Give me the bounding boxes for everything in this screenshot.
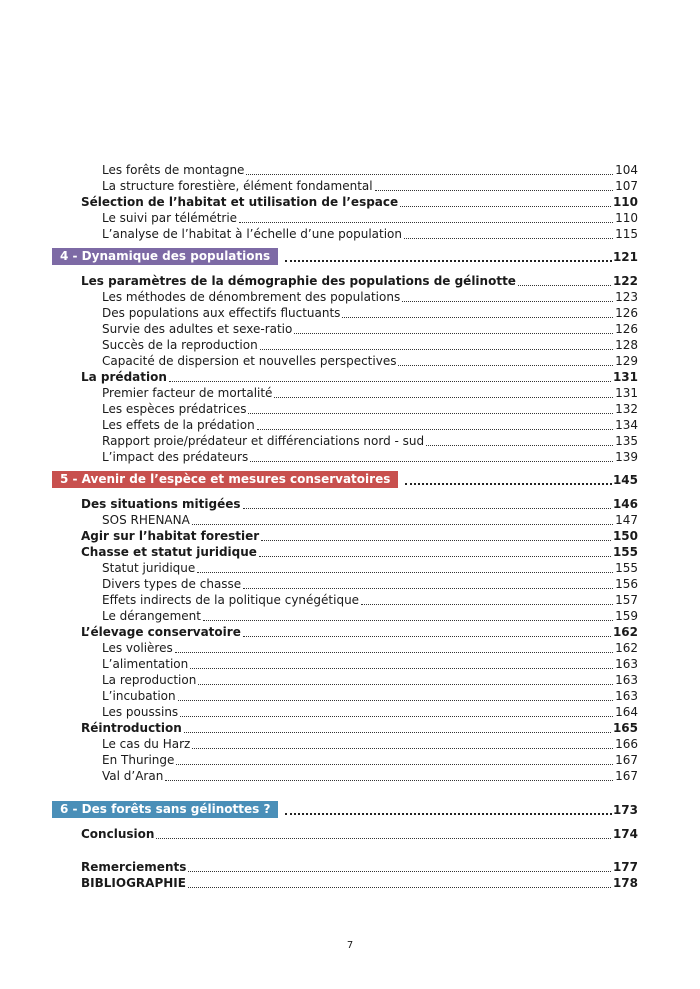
toc-section-continued <box>52 162 638 242</box>
toc-subsection-entry[interactable] <box>52 688 638 704</box>
entry-page-number: 167 <box>615 769 638 783</box>
toc-subsection-entry[interactable] <box>52 162 638 178</box>
leader-dots <box>375 190 613 191</box>
chapter-5-heading[interactable] <box>52 472 638 488</box>
toc-back-matter <box>52 859 638 891</box>
leader-dots <box>243 508 611 509</box>
leader-dots <box>188 871 611 872</box>
leader-dots <box>361 604 613 605</box>
entry-page-number: 165 <box>612 721 638 735</box>
entry-label: Premier facteur de mortalité <box>102 386 273 400</box>
entry-label: Conclusion <box>81 827 155 841</box>
entry-page-number: 134 <box>615 418 638 432</box>
toc-subsection-entry[interactable] <box>52 321 638 337</box>
table-of-contents <box>52 162 638 891</box>
entry-label: Des situations mitigées <box>81 497 241 511</box>
entry-label: Survie des adultes et sexe-ratio <box>102 322 293 336</box>
toc-subsection-entry[interactable] <box>52 576 638 592</box>
entry-label: L’analyse de l’habitat à l’échelle d’une population <box>102 227 402 241</box>
toc-subsection-entry[interactable] <box>52 672 638 688</box>
chapter-6-entries <box>52 826 638 842</box>
entry-page-number: 164 <box>615 705 638 719</box>
toc-subsection-entry[interactable] <box>52 337 638 353</box>
entry-page-number: 110 <box>612 195 638 209</box>
entry-page-number: 129 <box>615 354 638 368</box>
leader-dots <box>400 206 611 207</box>
leader-dots <box>176 764 613 765</box>
entry-page-number: 150 <box>612 529 638 543</box>
toc-subsection-entry[interactable] <box>52 353 638 369</box>
entry-page-number: 135 <box>615 434 638 448</box>
leader-dots <box>175 652 613 653</box>
chapter-4-entries <box>52 273 638 465</box>
entry-page-number: 156 <box>615 577 638 591</box>
entry-label: Effets indirects de la politique cynégétique <box>102 593 360 607</box>
leader-dots <box>285 813 612 815</box>
entry-page-number: 177 <box>612 860 638 874</box>
toc-subsection-entry[interactable] <box>52 178 638 194</box>
entry-page-number: 110 <box>615 211 638 225</box>
toc-section-entry[interactable] <box>52 369 638 385</box>
toc-subsection-entry[interactable] <box>52 560 638 576</box>
entry-page-number: 163 <box>615 657 638 671</box>
toc-subsection-entry[interactable] <box>52 433 638 449</box>
toc-section-entry[interactable] <box>52 273 638 289</box>
entry-page-number: 115 <box>615 227 638 241</box>
toc-subsection-entry[interactable] <box>52 449 638 465</box>
leader-dots <box>184 732 611 733</box>
entry-label: Le cas du Harz <box>102 737 191 751</box>
entry-label: L’élevage conservatoire <box>81 625 241 639</box>
entry-page-number: 126 <box>615 306 638 320</box>
leader-dots <box>243 588 613 589</box>
leader-dots <box>342 317 613 318</box>
chapter-5-title: 5 - Avenir de l’espèce et mesures conservatoires <box>52 471 398 488</box>
entry-label: Capacité de dispersion et nouvelles perspectives <box>102 354 397 368</box>
toc-subsection-entry[interactable] <box>52 608 638 624</box>
toc-section-entry[interactable] <box>52 624 638 640</box>
entry-page-number: 126 <box>615 322 638 336</box>
entry-label: La structure forestière, élément fondamental <box>102 179 373 193</box>
leader-dots <box>246 174 613 175</box>
leader-dots <box>197 572 613 573</box>
toc-subsection-entry[interactable] <box>52 736 638 752</box>
chapter-4-heading[interactable] <box>52 249 638 265</box>
leader-dots <box>518 285 611 286</box>
entry-label: Les espèces prédatrices <box>102 402 247 416</box>
leader-dots <box>169 381 611 382</box>
entry-label: Chasse et statut juridique <box>81 545 257 559</box>
entry-label: En Thuringe <box>102 753 175 767</box>
leader-dots <box>243 636 611 637</box>
leader-dots <box>274 397 613 398</box>
chapter-6-title: 6 - Des forêts sans gélinottes ? <box>52 801 278 818</box>
toc-section-entry[interactable] <box>52 875 638 891</box>
entry-page-number: 132 <box>615 402 638 416</box>
chapter-5-entries <box>52 496 638 784</box>
entry-page-number: 128 <box>615 338 638 352</box>
entry-label: SOS RHENANA <box>102 513 190 527</box>
leader-dots <box>180 716 613 717</box>
leader-dots <box>239 222 613 223</box>
entry-page-number: 139 <box>615 450 638 464</box>
entry-page-number: 123 <box>615 290 638 304</box>
page-number: 7 <box>346 940 354 951</box>
entry-page-number: 122 <box>612 274 638 288</box>
entry-label: Agir sur l’habitat forestier <box>81 529 260 543</box>
leader-dots <box>260 349 613 350</box>
leader-dots <box>261 540 611 541</box>
entry-label: Les méthodes de dénombrement des populations <box>102 290 401 304</box>
toc-subsection-entry[interactable] <box>52 289 638 305</box>
entry-label: La prédation <box>81 370 167 384</box>
toc-subsection-entry[interactable] <box>52 385 638 401</box>
chapter-4-page: 121 <box>612 250 638 264</box>
toc-subsection-entry[interactable] <box>52 417 638 433</box>
leader-dots <box>426 445 613 446</box>
toc-subsection-entry[interactable] <box>52 401 638 417</box>
entry-page-number: 167 <box>615 753 638 767</box>
leader-dots <box>203 620 613 621</box>
entry-label: Réintroduction <box>81 721 182 735</box>
leader-dots <box>190 668 613 669</box>
toc-section-entry[interactable] <box>52 859 638 875</box>
entry-label: Succès de la reproduction <box>102 338 258 352</box>
chapter-6-heading[interactable] <box>52 802 638 818</box>
entry-page-number: 107 <box>615 179 638 193</box>
entry-page-number: 159 <box>615 609 638 623</box>
entry-page-number: 166 <box>615 737 638 751</box>
toc-subsection-entry[interactable] <box>52 704 638 720</box>
entry-page-number: 162 <box>615 641 638 655</box>
entry-label: Le dérangement <box>102 609 201 623</box>
toc-section-entry[interactable] <box>52 720 638 736</box>
toc-subsection-entry[interactable] <box>52 640 638 656</box>
toc-subsection-entry[interactable] <box>52 592 638 608</box>
leader-dots <box>188 887 611 888</box>
toc-subsection-entry[interactable] <box>52 656 638 672</box>
leader-dots <box>248 413 613 414</box>
entry-page-number: 146 <box>612 497 638 511</box>
entry-label: Les effets de la prédation <box>102 418 255 432</box>
entry-page-number: 163 <box>615 673 638 687</box>
entry-page-number: 147 <box>615 513 638 527</box>
entry-page-number: 162 <box>612 625 638 639</box>
entry-label: Des populations aux effectifs fluctuants <box>102 306 341 320</box>
leader-dots <box>294 333 613 334</box>
leader-dots <box>192 524 613 525</box>
chapter-4-title: 4 - Dynamique des populations <box>52 248 278 265</box>
entry-label: Les paramètres de la démographie des populations de gélinotte <box>81 274 516 288</box>
entry-label: Les volières <box>102 641 173 655</box>
entry-page-number: 178 <box>612 876 638 890</box>
entry-page-number: 163 <box>615 689 638 703</box>
toc-section-entry[interactable] <box>52 194 638 210</box>
entry-label: Les forêts de montagne <box>102 163 245 177</box>
chapter-5-page: 145 <box>612 473 638 487</box>
toc-subsection-entry[interactable] <box>52 512 638 528</box>
entry-label: La reproduction <box>102 673 197 687</box>
entry-label: L’incubation <box>102 689 176 703</box>
leader-dots <box>405 483 612 485</box>
entry-page-number: 157 <box>615 593 638 607</box>
leader-dots <box>402 301 613 302</box>
entry-label: Le suivi par télémétrie <box>102 211 238 225</box>
entry-label: Divers types de chasse <box>102 577 242 591</box>
toc-section-entry[interactable] <box>52 826 638 842</box>
leader-dots <box>178 700 613 701</box>
toc-subsection-entry[interactable] <box>52 210 638 226</box>
entry-page-number: 131 <box>615 386 638 400</box>
toc-section-entry[interactable] <box>52 496 638 512</box>
toc-subsection-entry[interactable] <box>52 768 638 784</box>
leader-dots <box>165 780 613 781</box>
leader-dots <box>259 556 611 557</box>
entry-label: Remerciements <box>81 860 187 874</box>
entry-page-number: 155 <box>615 561 638 575</box>
entry-label: Rapport proie/prédateur et différenciations nord - sud <box>102 434 425 448</box>
leader-dots <box>404 238 613 239</box>
entry-label: Sélection de l’habitat et utilisation de l’espace <box>81 195 399 209</box>
entry-label: L’impact des prédateurs <box>102 450 249 464</box>
toc-subsection-entry[interactable] <box>52 752 638 768</box>
entry-label: BIBLIOGRAPHIE <box>81 876 186 890</box>
leader-dots <box>156 838 611 839</box>
entry-label: Statut juridique <box>102 561 196 575</box>
toc-section-entry[interactable] <box>52 544 638 560</box>
leader-dots <box>257 429 613 430</box>
leader-dots <box>285 260 612 262</box>
entry-page-number: 155 <box>612 545 638 559</box>
entry-page-number: 174 <box>612 827 638 841</box>
entry-label: L’alimentation <box>102 657 189 671</box>
toc-subsection-entry[interactable] <box>52 305 638 321</box>
toc-section-entry[interactable] <box>52 528 638 544</box>
entry-page-number: 131 <box>612 370 638 384</box>
toc-subsection-entry[interactable] <box>52 226 638 242</box>
leader-dots <box>192 748 613 749</box>
entry-page-number: 104 <box>615 163 638 177</box>
leader-dots <box>198 684 613 685</box>
chapter-6-page: 173 <box>612 803 638 817</box>
entry-label: Val d’Aran <box>102 769 164 783</box>
leader-dots <box>398 365 613 366</box>
leader-dots <box>250 461 613 462</box>
entry-label: Les poussins <box>102 705 179 719</box>
